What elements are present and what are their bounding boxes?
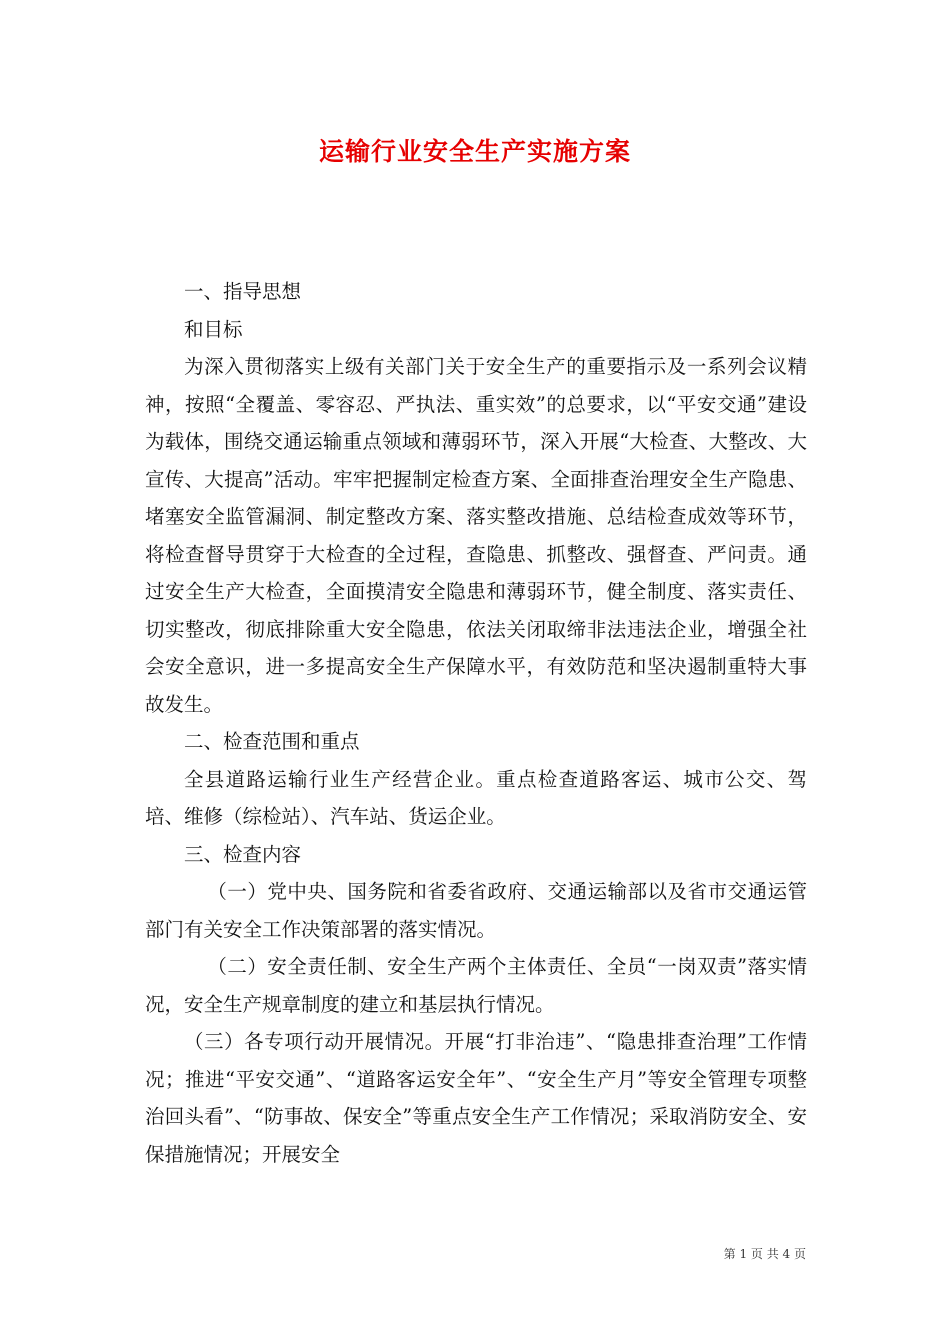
section-heading-guiding-ideology: 一、指导思想 xyxy=(184,280,302,303)
section-heading-content: 三、检查内容 xyxy=(184,842,302,866)
paragraph-content-item-3: （三）各专项行动开展情况。开展“打非治违”、“隐患排查治理”工作情况；推进“平安交通”、“道路客运安全年”、“安全生产月”等安全管理专项整治回头看”、“防事故、保安全”等重点安全生产工作情况；采取消防安全、安保措施情况；开展安全 xyxy=(145,1030,807,1166)
document-title: 运输行业安全生产实施方案 xyxy=(318,137,631,166)
paragraph-guiding-ideology: 为深入贯彻落实上级有关部门关于安全生产的重要指示及一系列会议精神，按照“全覆盖、零容忍、严执法、重实效”的总要求，以“平安交通”建设为载体，围绕交通运输重点领域和薄弱环节，深入开展“大检查、大整改、大宣传、大提高”活动。牢牢把握制定检查方案、全面排查治理安全生产隐患、堵塞安全监管漏洞、制定整改方案、落实整改措施、总结检查成效等环节，将检查督导贯穿于大检查的全过程，查隐患、抓整改、强督查、严问责。通过安全生产大检查，全面摸清安全隐患和薄弱环节，健全制度、落实责任、切实整改，彻底排除重大安全隐患，依法关闭取缔非法违法企业，增强全社会安全意识，进一多提高安全生产保障水平，有效防范和坚决遏制重特大事故发生。 xyxy=(145,355,807,716)
section-heading-and-goals: 和目标 xyxy=(184,317,243,341)
page-number-footer: 第 1 页 共 4 页 xyxy=(723,1247,806,1261)
section-heading-scope: 二、检查范围和重点 xyxy=(184,730,360,753)
paragraph-content-item-2: （二）安全责任制、安全生产两个主体责任、全员“一岗双责”落实情况，安全生产规章制度的建立和基层执行情况。 xyxy=(145,955,807,1016)
document-body xyxy=(145,273,807,1173)
paragraph-content-item-1: （一）党中央、国务院和省委省政府、交通运输部以及省市交通运管部门有关安全工作决策部署的落实情况。 xyxy=(145,880,807,941)
paragraph-scope: 全县道路运输行业生产经营企业。重点检查道路客运、城市公交、驾培、维修（综检站）、汽车站、货运企业。 xyxy=(145,767,807,828)
